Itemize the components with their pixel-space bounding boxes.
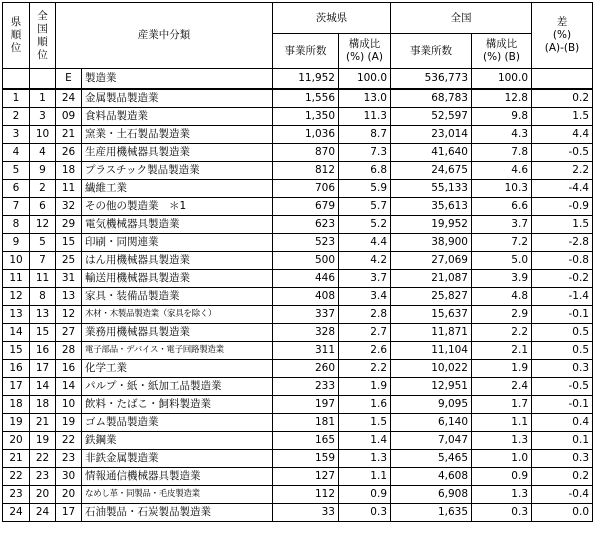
table-row xyxy=(3,360,593,378)
prefecture-rank-header: 県 順 位 xyxy=(3,3,30,69)
industry-code: 29 xyxy=(56,216,82,234)
table-row xyxy=(3,216,593,234)
total-national-count: 536,773 xyxy=(391,69,472,90)
table-row xyxy=(3,306,593,324)
national-count: 52,597 xyxy=(391,108,472,126)
table-row xyxy=(3,288,593,306)
industry-name: 鉄鋼業 xyxy=(82,432,273,450)
industry-table xyxy=(2,2,593,522)
national-rank-header: 全 国 順 位 xyxy=(30,3,56,69)
ibaraki-ratio: 1.5 xyxy=(339,414,391,432)
ratio-diff: 0.3 xyxy=(532,450,593,468)
national-ratio: 2.2 xyxy=(472,324,532,342)
ibaraki-ratio: 1.3 xyxy=(339,450,391,468)
industry-name: 電気機械器具製造業 xyxy=(82,216,273,234)
ratio-diff: 4.4 xyxy=(532,126,593,144)
industry-code: 13 xyxy=(56,288,82,306)
total-ibaraki-ratio: 100.0 xyxy=(339,69,391,90)
total-name: 製造業 xyxy=(82,69,273,90)
rank-national: 9 xyxy=(30,162,56,180)
ratio-diff: -0.1 xyxy=(532,396,593,414)
industry-code: 16 xyxy=(56,360,82,378)
table-header xyxy=(3,3,593,90)
ibaraki-count: 408 xyxy=(273,288,339,306)
ibaraki-count: 112 xyxy=(273,486,339,504)
ibaraki-ratio: 4.2 xyxy=(339,252,391,270)
table-row xyxy=(3,504,593,522)
table-row xyxy=(3,108,593,126)
national-count: 25,827 xyxy=(391,288,472,306)
rank-national: 4 xyxy=(30,144,56,162)
national-ratio: 7.8 xyxy=(472,144,532,162)
national-count: 10,022 xyxy=(391,360,472,378)
national-ratio: 3.7 xyxy=(472,216,532,234)
rank-prefecture: 16 xyxy=(3,360,30,378)
rank-prefecture: 22 xyxy=(3,468,30,486)
national-count: 12,951 xyxy=(391,378,472,396)
rank-national: 11 xyxy=(30,270,56,288)
rank-national: 5 xyxy=(30,234,56,252)
ibaraki-ratio: 1.1 xyxy=(339,468,391,486)
rank-prefecture: 10 xyxy=(3,252,30,270)
ibaraki-count: 500 xyxy=(273,252,339,270)
ibaraki-count: 311 xyxy=(273,342,339,360)
ibaraki-count: 623 xyxy=(273,216,339,234)
national-count: 5,465 xyxy=(391,450,472,468)
national-count: 6,140 xyxy=(391,414,472,432)
table-row xyxy=(3,180,593,198)
table-row xyxy=(3,378,593,396)
ibaraki-ratio-header: 構成比 (%) (A) xyxy=(339,34,391,69)
rank-national: 10 xyxy=(30,126,56,144)
rank-prefecture: 3 xyxy=(3,126,30,144)
total-national-ratio: 100.0 xyxy=(472,69,532,90)
rank-prefecture: 7 xyxy=(3,198,30,216)
rank-national: 15 xyxy=(30,324,56,342)
ibaraki-count: 127 xyxy=(273,468,339,486)
ibaraki-count: 812 xyxy=(273,162,339,180)
ibaraki-ratio: 1.4 xyxy=(339,432,391,450)
table-row xyxy=(3,414,593,432)
ratio-diff: 0.3 xyxy=(532,360,593,378)
rank-national: 23 xyxy=(30,468,56,486)
national-ratio: 0.3 xyxy=(472,504,532,522)
ibaraki-count: 706 xyxy=(273,180,339,198)
ibaraki-ratio: 8.7 xyxy=(339,126,391,144)
rank-national: 6 xyxy=(30,198,56,216)
national-count: 9,095 xyxy=(391,396,472,414)
industry-name: 金属製品製造業 xyxy=(82,89,273,108)
rank-national: 8 xyxy=(30,288,56,306)
national-count: 24,675 xyxy=(391,162,472,180)
national-ratio: 5.0 xyxy=(472,252,532,270)
ratio-diff: 0.0 xyxy=(532,504,593,522)
total-row xyxy=(3,69,593,90)
industry-name: その他の製造業 ＊1 xyxy=(82,198,273,216)
ibaraki-count: 233 xyxy=(273,378,339,396)
rank-prefecture: 15 xyxy=(3,342,30,360)
national-count: 68,783 xyxy=(391,89,472,108)
rank-prefecture: 14 xyxy=(3,324,30,342)
rank-prefecture: 5 xyxy=(3,162,30,180)
ibaraki-count: 328 xyxy=(273,324,339,342)
national-ratio: 1.7 xyxy=(472,396,532,414)
table-row xyxy=(3,486,593,504)
ratio-diff: 1.5 xyxy=(532,216,593,234)
industry-code: 23 xyxy=(56,450,82,468)
table-row xyxy=(3,234,593,252)
rank-national: 7 xyxy=(30,252,56,270)
ibaraki-count: 870 xyxy=(273,144,339,162)
industry-code: 28 xyxy=(56,342,82,360)
industry-code: 26 xyxy=(56,144,82,162)
total-ibaraki-count: 11,952 xyxy=(273,69,339,90)
ratio-diff: 0.2 xyxy=(532,468,593,486)
rank-prefecture: 20 xyxy=(3,432,30,450)
ratio-diff: -0.9 xyxy=(532,198,593,216)
industry-code: 27 xyxy=(56,324,82,342)
industry-code: 22 xyxy=(56,432,82,450)
ratio-diff: -4.4 xyxy=(532,180,593,198)
rank-national: 24 xyxy=(30,504,56,522)
national-ratio: 4.8 xyxy=(472,288,532,306)
rank-national: 19 xyxy=(30,432,56,450)
industry-code: 15 xyxy=(56,234,82,252)
national-count: 35,613 xyxy=(391,198,472,216)
industry-code: 14 xyxy=(56,378,82,396)
industry-header: 産業中分類 xyxy=(56,3,273,69)
ibaraki-ratio: 5.7 xyxy=(339,198,391,216)
industry-code: 17 xyxy=(56,504,82,522)
ibaraki-ratio: 4.4 xyxy=(339,234,391,252)
table-row xyxy=(3,432,593,450)
ratio-diff: -0.4 xyxy=(532,486,593,504)
industry-code: 31 xyxy=(56,270,82,288)
rank-national: 1 xyxy=(30,89,56,108)
national-ratio: 2.9 xyxy=(472,306,532,324)
national-ratio: 1.3 xyxy=(472,486,532,504)
table-body xyxy=(3,89,593,522)
ratio-diff: -0.8 xyxy=(532,252,593,270)
ibaraki-ratio: 3.4 xyxy=(339,288,391,306)
ibaraki-ratio: 11.3 xyxy=(339,108,391,126)
industry-name: 木材・木製品製造業（家具を除く） xyxy=(82,306,273,324)
rank-prefecture: 17 xyxy=(3,378,30,396)
industry-name: 電子部品・デバイス・電子回路製造業 xyxy=(82,342,273,360)
national-count: 11,871 xyxy=(391,324,472,342)
ibaraki-ratio: 2.2 xyxy=(339,360,391,378)
rank-prefecture: 1 xyxy=(3,89,30,108)
industry-code: 19 xyxy=(56,414,82,432)
industry-name: 化学工業 xyxy=(82,360,273,378)
industry-name: 窯業・土石製品製造業 xyxy=(82,126,273,144)
ibaraki-ratio: 3.7 xyxy=(339,270,391,288)
rank-prefecture: 24 xyxy=(3,504,30,522)
industry-code: 11 xyxy=(56,180,82,198)
ratio-diff: 0.5 xyxy=(532,324,593,342)
ibaraki-count: 337 xyxy=(273,306,339,324)
ratio-diff: -2.8 xyxy=(532,234,593,252)
table-row xyxy=(3,198,593,216)
rank-national: 22 xyxy=(30,450,56,468)
ratio-diff: 0.1 xyxy=(532,432,593,450)
national-ratio: 6.6 xyxy=(472,198,532,216)
ibaraki-count: 1,036 xyxy=(273,126,339,144)
ratio-diff: -0.1 xyxy=(532,306,593,324)
national-ratio: 1.1 xyxy=(472,414,532,432)
ibaraki-establishments-header: 事業所数 xyxy=(273,34,339,69)
table-row xyxy=(3,162,593,180)
ibaraki-count: 523 xyxy=(273,234,339,252)
ibaraki-count: 446 xyxy=(273,270,339,288)
national-count: 15,637 xyxy=(391,306,472,324)
rank-national: 14 xyxy=(30,378,56,396)
ibaraki-ratio: 0.3 xyxy=(339,504,391,522)
ratio-diff: -0.5 xyxy=(532,378,593,396)
rank-prefecture: 13 xyxy=(3,306,30,324)
diff-header: 差 (%) (A)-(B) xyxy=(532,3,593,69)
national-header: 全国 xyxy=(391,3,532,34)
national-count: 38,900 xyxy=(391,234,472,252)
national-count: 6,908 xyxy=(391,486,472,504)
industry-name: 印刷・同関連業 xyxy=(82,234,273,252)
national-establishments-header: 事業所数 xyxy=(391,34,472,69)
ibaraki-count: 1,350 xyxy=(273,108,339,126)
rank-national: 3 xyxy=(30,108,56,126)
rank-prefecture: 6 xyxy=(3,180,30,198)
ibaraki-ratio: 13.0 xyxy=(339,89,391,108)
ibaraki-count: 679 xyxy=(273,198,339,216)
industry-name: 石油製品・石炭製品製造業 xyxy=(82,504,273,522)
table-row xyxy=(3,252,593,270)
rank-national: 12 xyxy=(30,216,56,234)
total-code: E xyxy=(56,69,82,90)
national-ratio: 0.9 xyxy=(472,468,532,486)
rank-national: 20 xyxy=(30,486,56,504)
ratio-diff: 0.5 xyxy=(532,342,593,360)
ibaraki-count: 33 xyxy=(273,504,339,522)
ibaraki-ratio: 7.3 xyxy=(339,144,391,162)
rank-prefecture: 12 xyxy=(3,288,30,306)
rank-prefecture: 2 xyxy=(3,108,30,126)
ibaraki-ratio: 2.6 xyxy=(339,342,391,360)
industry-name: なめし革・同製品・毛皮製造業 xyxy=(82,486,273,504)
national-ratio: 1.9 xyxy=(472,360,532,378)
rank-prefecture: 9 xyxy=(3,234,30,252)
industry-name: 家具・装備品製造業 xyxy=(82,288,273,306)
industry-name: 輸送用機械器具製造業 xyxy=(82,270,273,288)
industry-code: 18 xyxy=(56,162,82,180)
rank-prefecture: 23 xyxy=(3,486,30,504)
ibaraki-count: 181 xyxy=(273,414,339,432)
industry-name: はん用機械器具製造業 xyxy=(82,252,273,270)
industry-name: 情報通信機械器具製造業 xyxy=(82,468,273,486)
table-row xyxy=(3,324,593,342)
industry-code: 30 xyxy=(56,468,82,486)
ibaraki-count: 260 xyxy=(273,360,339,378)
ibaraki-ratio: 2.8 xyxy=(339,306,391,324)
rank-national: 17 xyxy=(30,360,56,378)
national-ratio: 2.4 xyxy=(472,378,532,396)
national-count: 23,014 xyxy=(391,126,472,144)
ratio-diff: 0.4 xyxy=(532,414,593,432)
industry-code: 20 xyxy=(56,486,82,504)
industry-name: ゴム製品製造業 xyxy=(82,414,273,432)
rank-prefecture: 21 xyxy=(3,450,30,468)
industry-name: 業務用機械器具製造業 xyxy=(82,324,273,342)
ibaraki-ratio: 1.9 xyxy=(339,378,391,396)
national-ratio: 10.3 xyxy=(472,180,532,198)
industry-code: 25 xyxy=(56,252,82,270)
national-count: 55,133 xyxy=(391,180,472,198)
ibaraki-count: 1,556 xyxy=(273,89,339,108)
national-ratio: 12.8 xyxy=(472,89,532,108)
industry-name: 繊維工業 xyxy=(82,180,273,198)
ibaraki-count: 197 xyxy=(273,396,339,414)
national-ratio: 3.9 xyxy=(472,270,532,288)
national-count: 41,640 xyxy=(391,144,472,162)
rank-national: 16 xyxy=(30,342,56,360)
industry-code: 09 xyxy=(56,108,82,126)
ibaraki-count: 165 xyxy=(273,432,339,450)
ibaraki-ratio: 5.2 xyxy=(339,216,391,234)
industry-name: 食料品製造業 xyxy=(82,108,273,126)
table-row xyxy=(3,270,593,288)
industry-code: 24 xyxy=(56,89,82,108)
ibaraki-ratio: 2.7 xyxy=(339,324,391,342)
ibaraki-ratio: 1.6 xyxy=(339,396,391,414)
table-row xyxy=(3,126,593,144)
ratio-diff: 2.2 xyxy=(532,162,593,180)
rank-national: 2 xyxy=(30,180,56,198)
national-ratio: 1.0 xyxy=(472,450,532,468)
industry-name: 非鉄金属製造業 xyxy=(82,450,273,468)
national-count: 27,069 xyxy=(391,252,472,270)
industry-name: パルプ・紙・紙加工品製造業 xyxy=(82,378,273,396)
ratio-diff: -0.5 xyxy=(532,144,593,162)
national-count: 19,952 xyxy=(391,216,472,234)
industry-name: プラスチック製品製造業 xyxy=(82,162,273,180)
national-count: 4,608 xyxy=(391,468,472,486)
national-count: 7,047 xyxy=(391,432,472,450)
national-ratio: 7.2 xyxy=(472,234,532,252)
rank-prefecture: 11 xyxy=(3,270,30,288)
table-row xyxy=(3,450,593,468)
national-ratio: 1.3 xyxy=(472,432,532,450)
national-count: 21,087 xyxy=(391,270,472,288)
industry-name: 飲料・たばこ・飼料製造業 xyxy=(82,396,273,414)
ratio-diff: 0.2 xyxy=(532,89,593,108)
national-ratio: 4.6 xyxy=(472,162,532,180)
table-row xyxy=(3,468,593,486)
national-ratio: 4.3 xyxy=(472,126,532,144)
industry-code: 12 xyxy=(56,306,82,324)
industry-name: 生産用機械器具製造業 xyxy=(82,144,273,162)
ibaraki-ratio: 5.9 xyxy=(339,180,391,198)
ibaraki-ratio: 0.9 xyxy=(339,486,391,504)
rank-national: 13 xyxy=(30,306,56,324)
rank-prefecture: 8 xyxy=(3,216,30,234)
rank-prefecture: 4 xyxy=(3,144,30,162)
national-count: 1,635 xyxy=(391,504,472,522)
rank-national: 18 xyxy=(30,396,56,414)
rank-prefecture: 18 xyxy=(3,396,30,414)
national-ratio: 2.1 xyxy=(472,342,532,360)
industry-code: 10 xyxy=(56,396,82,414)
national-ratio-header: 構成比 (%) (B) xyxy=(472,34,532,69)
ratio-diff: -0.2 xyxy=(532,270,593,288)
ratio-diff: 1.5 xyxy=(532,108,593,126)
industry-code: 21 xyxy=(56,126,82,144)
industry-code: 32 xyxy=(56,198,82,216)
table-row xyxy=(3,144,593,162)
rank-national: 21 xyxy=(30,414,56,432)
ibaraki-ratio: 6.8 xyxy=(339,162,391,180)
national-ratio: 9.8 xyxy=(472,108,532,126)
table-row xyxy=(3,89,593,108)
ibaraki-header: 茨城県 xyxy=(273,3,391,34)
national-count: 11,104 xyxy=(391,342,472,360)
ratio-diff: -1.4 xyxy=(532,288,593,306)
rank-prefecture: 19 xyxy=(3,414,30,432)
table-row xyxy=(3,396,593,414)
table-row xyxy=(3,342,593,360)
ibaraki-count: 159 xyxy=(273,450,339,468)
